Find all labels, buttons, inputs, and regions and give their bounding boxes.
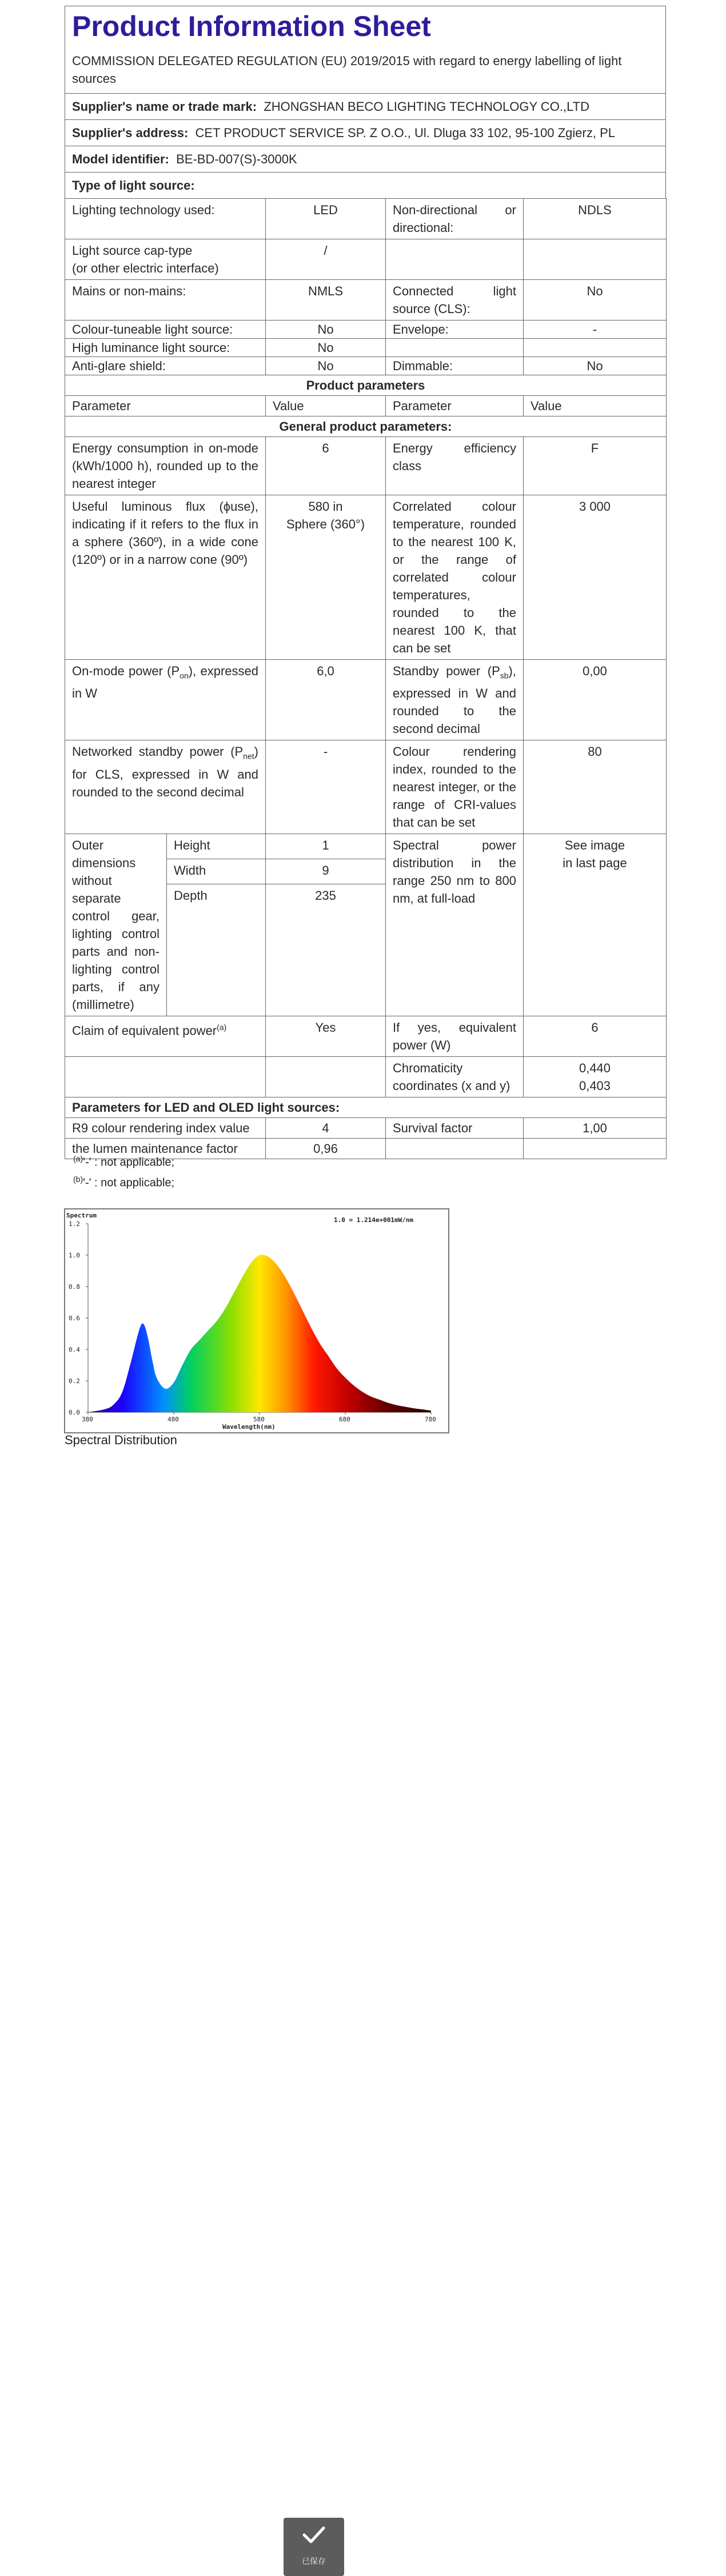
footnote-a-text: '-' : not applicable; (83, 1156, 175, 1169)
empty-cell (524, 239, 667, 280)
claim-sup: (a) (217, 1023, 227, 1032)
empty-cell (65, 1057, 266, 1097)
spd-value-line2: in last page (563, 856, 627, 871)
energy-consumption-label: Energy consumption in on-mode (kWh/1000 h), rounded up to the nearest integer (65, 437, 266, 495)
energy-class-value: F (524, 437, 667, 495)
dimmable-value: No (524, 357, 667, 375)
cri-label: Colour rendering index, rounded to the nearest integer, or the range of CRI-values that can be set (386, 740, 524, 834)
table-row (65, 740, 667, 834)
table-row (65, 1016, 667, 1057)
col-header-value: Value (524, 396, 667, 416)
saved-toast-text: 已保存 (302, 2557, 326, 2566)
col-header-parameter: Parameter (65, 396, 266, 416)
info-sheet (65, 6, 666, 1159)
supplier-name-label: Supplier's name or trade mark: (72, 99, 257, 114)
chart-title: Spectrum (66, 1212, 97, 1219)
chromaticity-label: Chromaticity coordinates (x and y) (386, 1057, 524, 1097)
table-row (65, 1057, 667, 1097)
flux-value-line2: Sphere (360°) (286, 517, 365, 531)
equivalent-power-value: 6 (524, 1016, 667, 1057)
pon-text-a: On-mode power (P (72, 664, 180, 678)
cri-value: 80 (524, 740, 667, 834)
cct-label: Correlated colour temperature, rounded to the nearest 100 K, or the range of correlated colour temperatures, rounded to the nearest 100 K, that can be set (386, 495, 524, 660)
cls-value: No (524, 280, 667, 321)
col-header-value: Value (266, 396, 386, 416)
standby-power-value: 0,00 (524, 660, 667, 740)
cap-label-line1: Light source cap-type (72, 243, 193, 258)
depth-value: 235 (266, 884, 386, 1016)
pnet-text-b: ) for CLS, expressed in W and rounded to the second decimal (72, 744, 258, 799)
x-tick-label: 480 (167, 1416, 179, 1423)
spd-value (524, 834, 667, 1016)
table-row (65, 339, 667, 357)
table-row (65, 375, 667, 396)
y-tick-label: 0.0 (69, 1409, 80, 1416)
luminous-flux-label: Useful luminous flux (ϕuse), indicating if it refers to the flux in a sphere (360º), in a wide cone (120º) or in a narrow cone (90º) (65, 495, 266, 660)
footnote-a (73, 1154, 174, 1169)
check-icon (284, 2518, 344, 2552)
r9-label: R9 colour rendering index value (65, 1118, 266, 1139)
y-tick-label: 1.0 (69, 1252, 80, 1259)
spd-label: Spectral power distribution in the range 250 nm to 800 nm, at full-load (386, 834, 524, 1016)
tech-value: LED (266, 199, 386, 239)
chroma-x: 0,440 (579, 1061, 611, 1076)
pnet-text-a: Networked standby power (P (72, 744, 244, 759)
cap-label (65, 239, 266, 280)
table-row (65, 280, 667, 321)
supplier-address-row (65, 119, 666, 146)
claim-value: Yes (266, 1016, 386, 1057)
footnote-b-text: '-' : not applicable; (83, 1176, 175, 1189)
x-tick-label: 680 (339, 1416, 350, 1423)
table-row (65, 239, 667, 280)
mains-value: NMLS (266, 280, 386, 321)
y-tick-label: 0.6 (69, 1315, 80, 1322)
lumen-maintenance-label: the lumen maintenance factor (65, 1139, 266, 1159)
col-header-parameter: Parameter (386, 396, 524, 416)
y-tick-label: 1.2 (69, 1220, 80, 1228)
dimmable-label: Dimmable: (386, 357, 524, 375)
footnote-b (73, 1175, 174, 1190)
lumen-maintenance-value: 0,96 (266, 1139, 386, 1159)
table-row (65, 437, 667, 495)
supplier-name-row (65, 93, 666, 119)
cap-label-line2: (or other electric interface) (72, 261, 219, 275)
spectrum-chart-svg (65, 1209, 448, 1432)
saved-toast (284, 2518, 344, 2576)
supplier-name-value: ZHONGSHAN BECO LIGHTING TECHNOLOGY CO.,LTD (264, 99, 589, 114)
on-mode-power-label (65, 660, 266, 740)
header (65, 6, 666, 93)
section-led-parameters: Parameters for LED and OLED light sources: (65, 1097, 667, 1118)
table-row (65, 1097, 667, 1118)
chroma-y: 0,403 (579, 1079, 611, 1093)
cls-label: Connected light source (CLS): (386, 280, 524, 321)
y-tick-label: 0.2 (69, 1377, 80, 1385)
chart-area-series (87, 1255, 431, 1412)
x-axis-label: Wavelength(nm) (222, 1423, 276, 1431)
mains-label: Mains or non-mains: (65, 280, 266, 321)
y-tick-label: 0.4 (69, 1346, 80, 1353)
pon-sub: on (179, 671, 189, 680)
table-row (65, 660, 667, 740)
chart-caption: Spectral Distribution (65, 1433, 177, 1447)
footnote-a-mark: (a) (73, 1154, 83, 1163)
dir-label: Non-directional or directional: (386, 199, 524, 239)
claim-label (65, 1016, 266, 1057)
x-tick-label: 580 (253, 1416, 265, 1423)
empty-cell (386, 239, 524, 280)
psb-text-a: Standby power (P (393, 664, 500, 678)
luminous-flux-value (266, 495, 386, 660)
table-row (65, 416, 667, 437)
empty-cell (524, 1139, 667, 1159)
anti-glare-value: No (266, 357, 386, 375)
height-value: 1 (266, 834, 386, 859)
tune-value: No (266, 321, 386, 339)
section-general-parameters: General product parameters: (65, 416, 667, 437)
y-tick-label: 0.8 (69, 1283, 80, 1291)
dir-value: NDLS (524, 199, 667, 239)
r9-value: 4 (266, 1118, 386, 1139)
width-value: 9 (266, 859, 386, 884)
cap-value: / (266, 239, 386, 280)
empty-cell (386, 339, 524, 357)
anti-glare-label: Anti-glare shield: (65, 357, 266, 375)
model-value: BE-BD-007(S)-3000K (176, 152, 297, 166)
model-label: Model identifier: (72, 152, 169, 166)
table-row (65, 396, 667, 416)
psb-text-b: ), expressed in W and rounded to the second decimal (393, 664, 516, 736)
psb-sub: sb (500, 671, 509, 680)
width-label: Width (167, 859, 266, 884)
high-luminance-value: No (266, 339, 386, 357)
x-tick-label: 380 (82, 1416, 93, 1423)
tech-label: Lighting technology used: (65, 199, 266, 239)
x-tick-label: 780 (425, 1416, 436, 1423)
height-label: Height (167, 834, 266, 859)
empty-cell (266, 1057, 386, 1097)
dimensions-label: Outer dimensions without separate control gear, lighting control parts and non-lighting control parts, if any (millimetre) (65, 834, 167, 1016)
table-row (65, 1118, 667, 1139)
networked-standby-value: - (266, 740, 386, 834)
empty-cell (524, 339, 667, 357)
energy-consumption-value: 6 (266, 437, 386, 495)
model-row (65, 146, 666, 172)
table-row (65, 199, 667, 239)
parameter-table (65, 198, 667, 1159)
table-row (65, 495, 667, 660)
cct-value: 3 000 (524, 495, 667, 660)
claim-text: Claim of equivalent power (72, 1023, 217, 1038)
table-row (65, 834, 667, 859)
page-title: Product Information Sheet (72, 10, 431, 42)
section-product-parameters: Product parameters (65, 375, 667, 396)
equivalent-power-label: If yes, equivalent power (W) (386, 1016, 524, 1057)
survival-value: 1,00 (524, 1118, 667, 1139)
high-luminance-label: High luminance light source: (65, 339, 266, 357)
chart-scale-annotation: 1.0 = 1.214e+001mW/nm (334, 1216, 414, 1224)
on-mode-power-value: 6,0 (266, 660, 386, 740)
energy-class-label: Energy efficiency class (386, 437, 524, 495)
survival-label: Survival factor (386, 1118, 524, 1139)
spectrum-area (88, 1255, 431, 1412)
supplier-address-value: CET PRODUCT SERVICE SP. Z O.O., Ul. Dluga 33 102, 95-100 Zgierz, PL (195, 126, 615, 140)
type-row (65, 172, 666, 198)
chromaticity-value (524, 1057, 667, 1097)
empty-cell (386, 1139, 524, 1159)
pnet-sub: net (243, 751, 254, 761)
type-label: Type of light source: (72, 178, 195, 193)
table-row (65, 357, 667, 375)
supplier-address-label: Supplier's address: (72, 126, 189, 140)
pon-text-b: ), expressed in W (72, 664, 258, 701)
envelope-label: Envelope: (386, 321, 524, 339)
tune-label: Colour-tuneable light source: (65, 321, 266, 339)
table-row (65, 321, 667, 339)
depth-label: Depth (167, 884, 266, 1016)
envelope-value: - (524, 321, 667, 339)
networked-standby-label (65, 740, 266, 834)
footnote-b-mark: (b) (73, 1175, 83, 1184)
standby-power-label (386, 660, 524, 740)
flux-value-line1: 580 in (308, 499, 343, 514)
spd-value-line1: See image (564, 838, 625, 853)
regulation-subtitle: COMMISSION DELEGATED REGULATION (EU) 2019/2015 with regard to energy labelling of light sources (72, 54, 622, 86)
